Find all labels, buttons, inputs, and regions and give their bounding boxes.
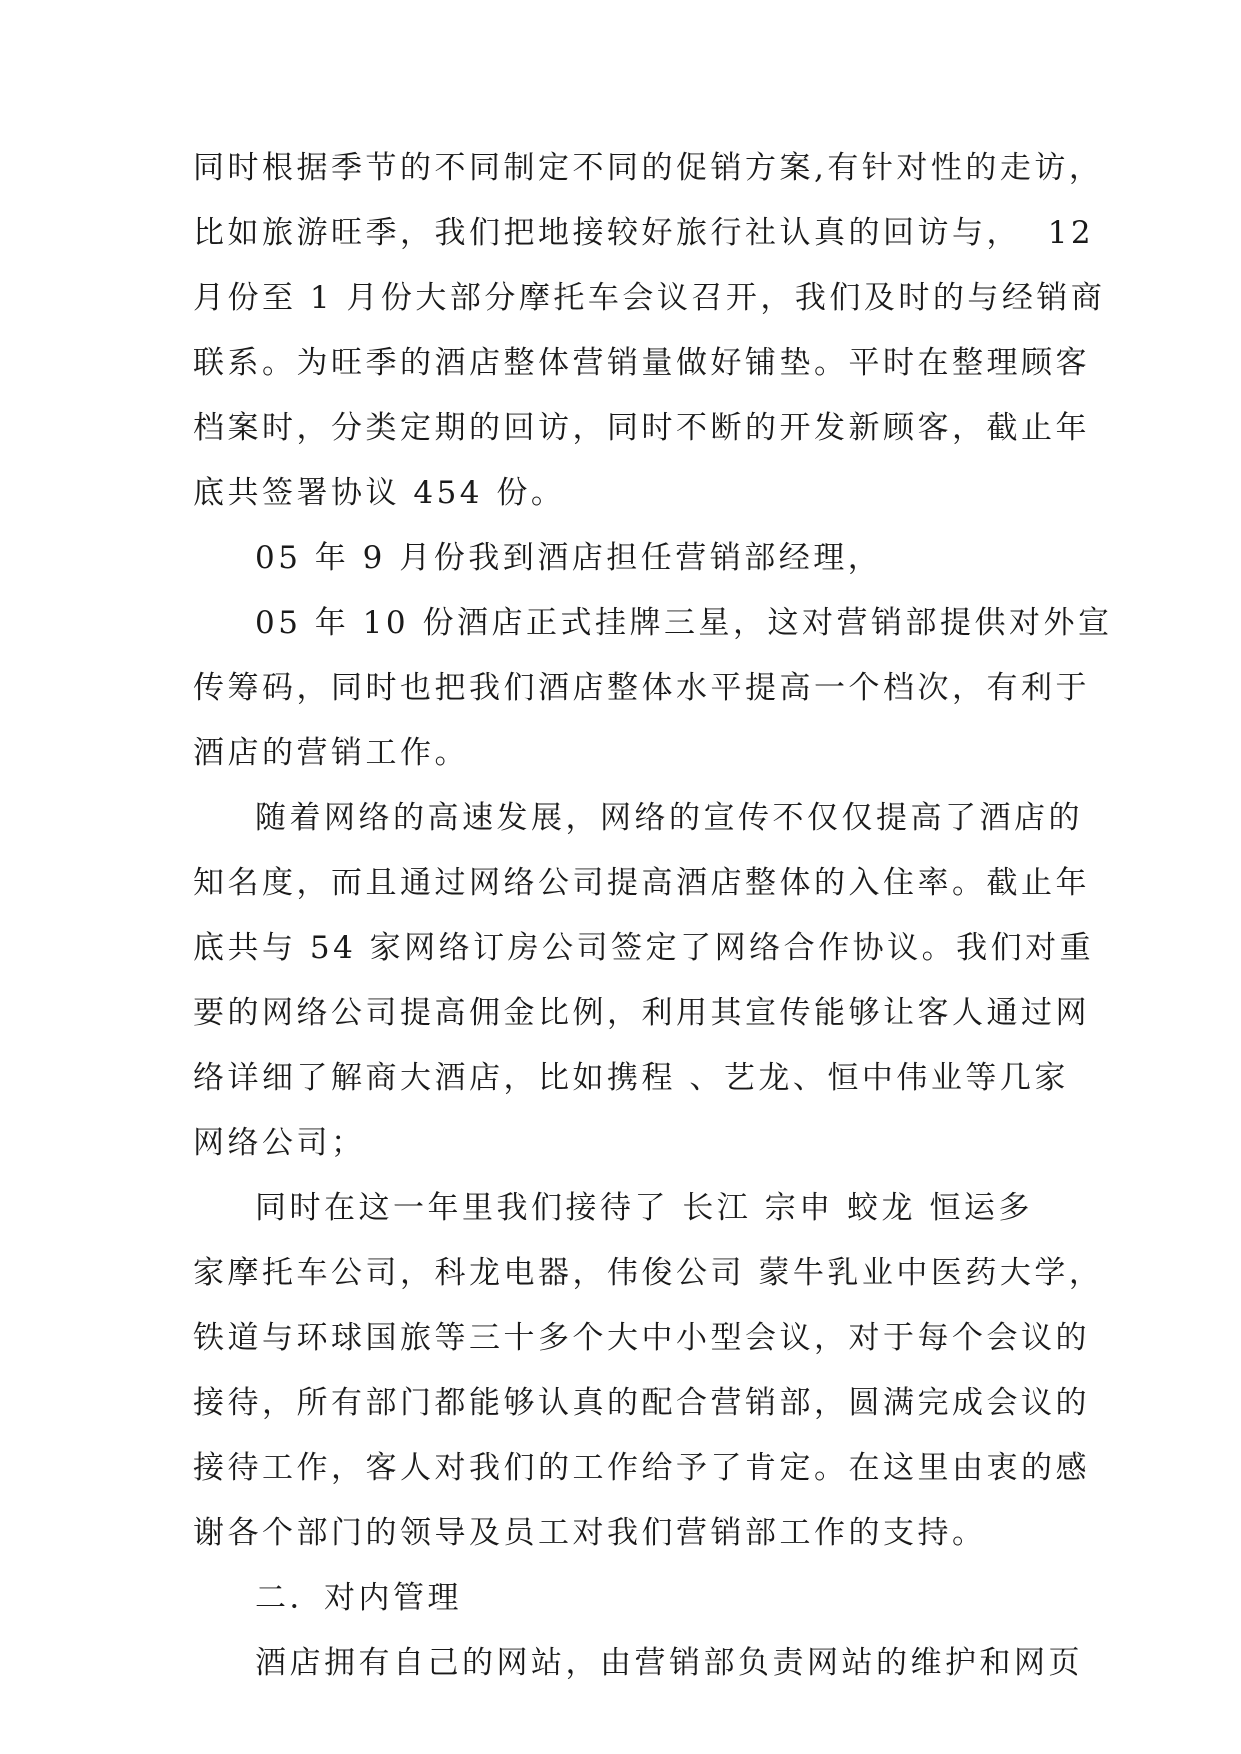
text-line (0, 1436, 1241, 1500)
text-line-content: 铁道与环球国旅等三十多个大中小型会议，对于每个会议的 (193, 1320, 1090, 1356)
text-line-content: 谢各个部门的领导及员工对我们营销部工作的支持。 (193, 1515, 987, 1551)
text-line-content: 络详细了解商大酒店，比如携程 、艺龙、恒中伟业等几家 (193, 1060, 1069, 1096)
text-line-content: 同时根据季节的不同制定不同的促销方案,有针对性的走访， (193, 150, 1104, 186)
text-line-content: 酒店的营销工作。 (193, 735, 469, 771)
text-line (0, 1241, 1241, 1305)
text-line-content: 联系。为旺季的酒店整体营销量做好铺垫。平时在整理顾客 (193, 345, 1090, 381)
text-line (0, 461, 1241, 525)
text-line (0, 526, 1241, 590)
text-line-content: 比如旅游旺季，我们把地接较好旅行社认真的回访与， 12 (193, 215, 1095, 251)
section-heading (0, 1566, 1241, 1630)
text-line (0, 1176, 1241, 1240)
text-line (0, 851, 1241, 915)
text-line (0, 656, 1241, 720)
text-line-content: 接待工作，客人对我们的工作给予了肯定。在这里由衷的感 (193, 1450, 1090, 1486)
text-line-content: 网络公司； (193, 1125, 366, 1161)
text-line (0, 916, 1241, 980)
text-line (0, 786, 1241, 850)
section-heading-text: 二．对内管理 (255, 1580, 462, 1616)
text-line (0, 1631, 1241, 1695)
text-line (0, 396, 1241, 460)
text-line-content: 接待，所有部门都能够认真的配合营销部，圆满完成会议的 (193, 1385, 1090, 1421)
text-line (0, 1501, 1241, 1565)
text-line (0, 1306, 1241, 1370)
text-line (0, 1111, 1241, 1175)
text-line-content: 05 年 9 月份我到酒店担任营销部经理， (255, 540, 883, 576)
text-line-content: 知名度，而且通过网络公司提高酒店整体的入住率。截止年 (193, 865, 1090, 901)
text-line-content: 月份至 1 月份大部分摩托车会议召开，我们及时的与经销商 (193, 280, 1106, 316)
text-line-content: 底共与 54 家网络订房公司签定了网络合作协议。我们对重 (193, 930, 1095, 966)
text-line (0, 136, 1241, 200)
text-line (0, 591, 1241, 655)
text-line-content: 底共签署协议 454 份。 (193, 475, 566, 511)
text-line-content: 家摩托车公司，科龙电器，伟俊公司 蒙牛乳业中医药大学， (193, 1255, 1104, 1291)
text-line-content: 05 年 10 份酒店正式挂牌三星，这对营销部提供对外宣 (255, 605, 1113, 641)
text-line (0, 1046, 1241, 1110)
text-line-content: 传筹码，同时也把我们酒店整体水平提高一个档次，有利于 (193, 670, 1090, 706)
text-line (0, 721, 1241, 785)
text-line-content: 随着网络的高速发展，网络的宣传不仅仅提高了酒店的 (255, 800, 1083, 836)
text-line-content: 同时在这一年里我们接待了 长江 宗申 蛟龙 恒运多 (255, 1190, 1033, 1226)
text-line (0, 1371, 1241, 1435)
text-line (0, 266, 1241, 330)
text-line-content: 档案时，分类定期的回访，同时不断的开发新顾客，截止年 (193, 410, 1090, 446)
text-line (0, 201, 1241, 265)
text-line-content: 酒店拥有自己的网站，由营销部负责网站的维护和网页 (255, 1645, 1083, 1681)
text-line (0, 981, 1241, 1045)
text-line (0, 331, 1241, 395)
text-line-content: 要的网络公司提高佣金比例，利用其宣传能够让客人通过网 (193, 995, 1090, 1031)
